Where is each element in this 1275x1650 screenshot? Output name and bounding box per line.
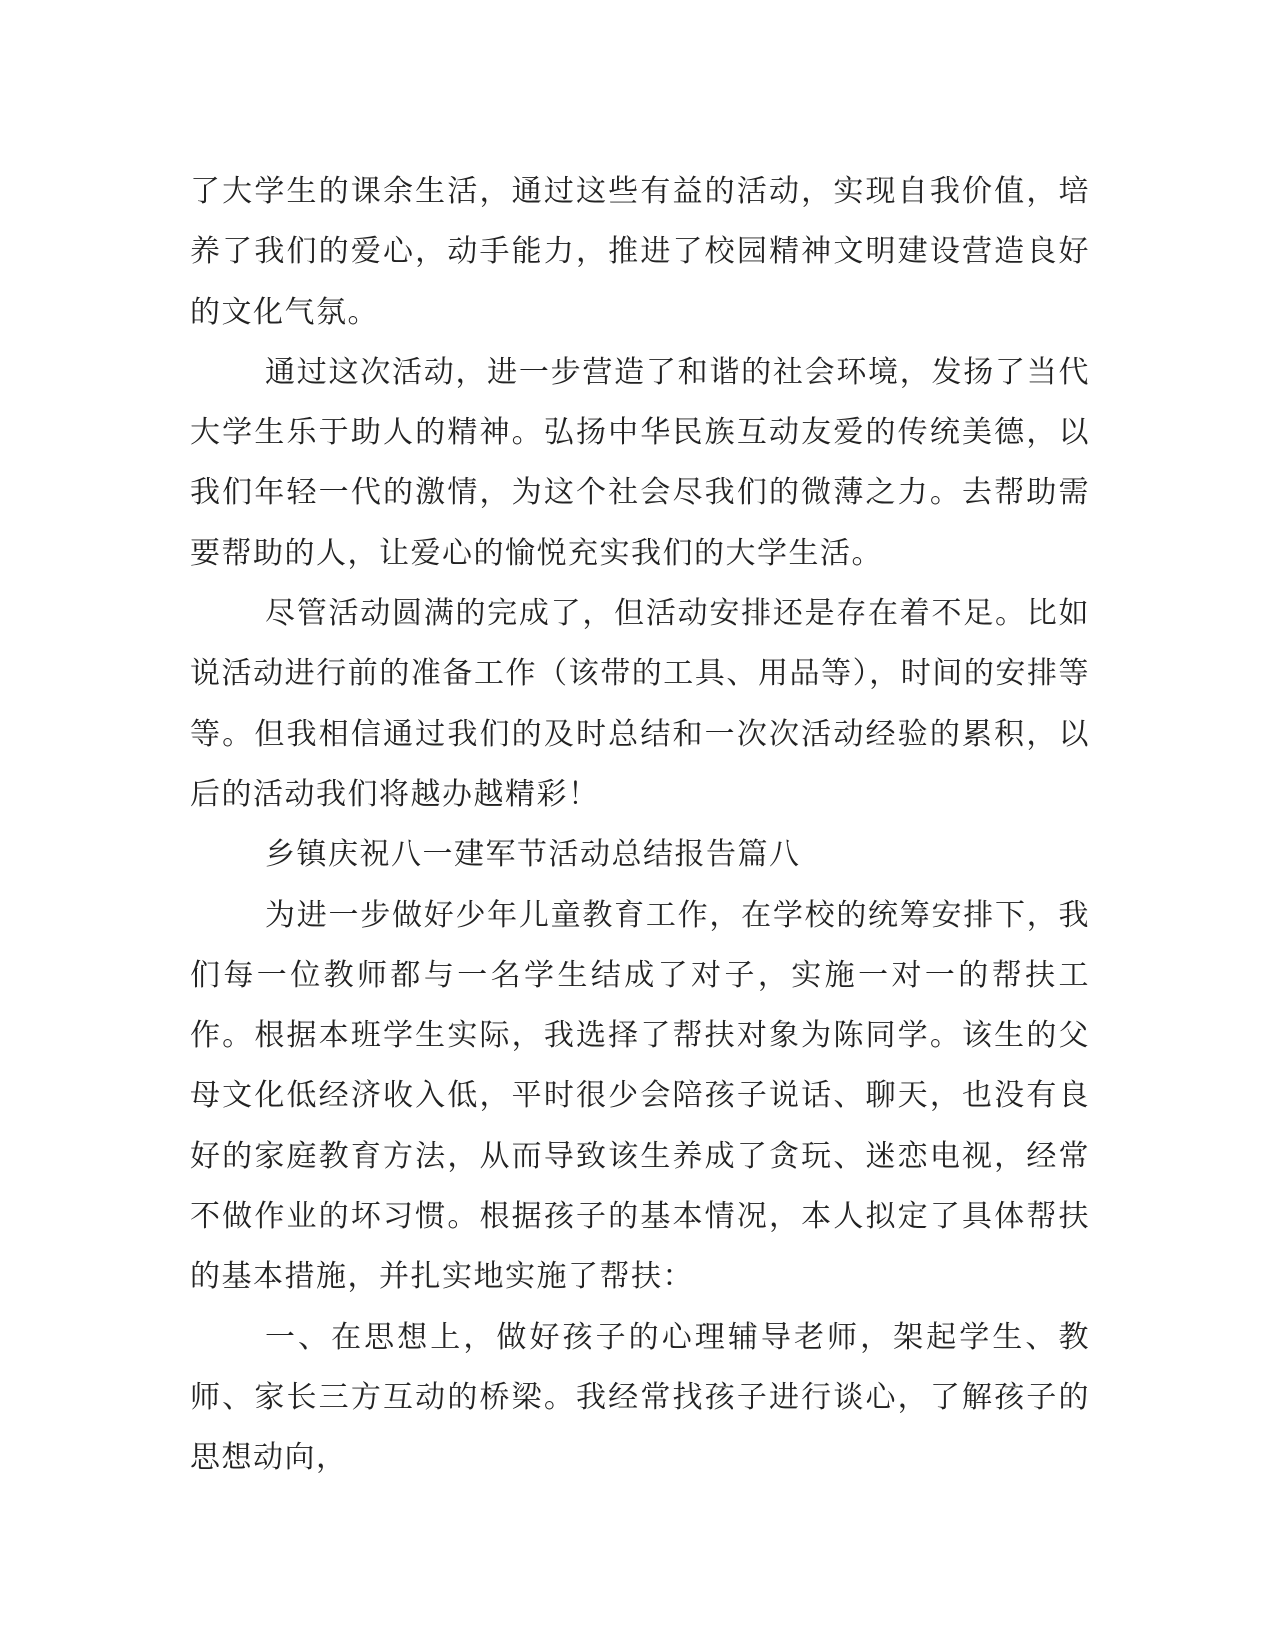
paragraph-1: 了大学生的课余生活，通过这些有益的活动，实现自我价值，培养了我们的爱心，动手能力，推进了校园精神文明建设营造良好的文化气氛。 [190, 174, 1090, 330]
paragraph-3: 尽管活动圆满的完成了，但活动安排还是存在着不足。比如说活动进行前的准备工作（该带的工具、用品等），时间的安排等等。但我相信通过我们的及时总结和一次次活动经验的累积，以后的活动我们将越办越精彩！ [190, 596, 1090, 812]
document-body [190, 162, 1090, 1489]
paragraph-2: 通过这次活动，进一步营造了和谐的社会环境，发扬了当代大学生乐于助人的精神。弘扬中华民族互动友爱的传统美德，以我们年轻一代的激情，为这个社会尽我们的微薄之力。去帮助需要帮助的人，让爱心的愉悦充实我们的大学生活。 [190, 354, 1090, 571]
section-heading: 乡镇庆祝八一建军节活动总结报告篇八 [265, 837, 801, 873]
paragraph-5: 一、在思想上，做好孩子的心理辅导老师，架起学生、教师、家长三方互动的桥梁。我经常找孩子进行谈心，了解孩子的思想动向， [190, 1319, 1090, 1476]
paragraph-4: 为进一步做好少年儿童教育工作，在学校的统筹安排下，我们每一位教师都与一名学生结成了对子，实施一对一的帮扶工作。根据本班学生实际，我选择了帮扶对象为陈同学。该生的父母文化低经济收入低，平时很少会陪孩子说话、聊天，也没有良好的家庭教育方法，从而导致该生养成了贪玩、迷恋电视，经常不做作业的坏习惯。根据孩子的基本情况，本人拟定了具体帮扶的基本措施，并扎实地实施了帮扶： [190, 897, 1090, 1295]
